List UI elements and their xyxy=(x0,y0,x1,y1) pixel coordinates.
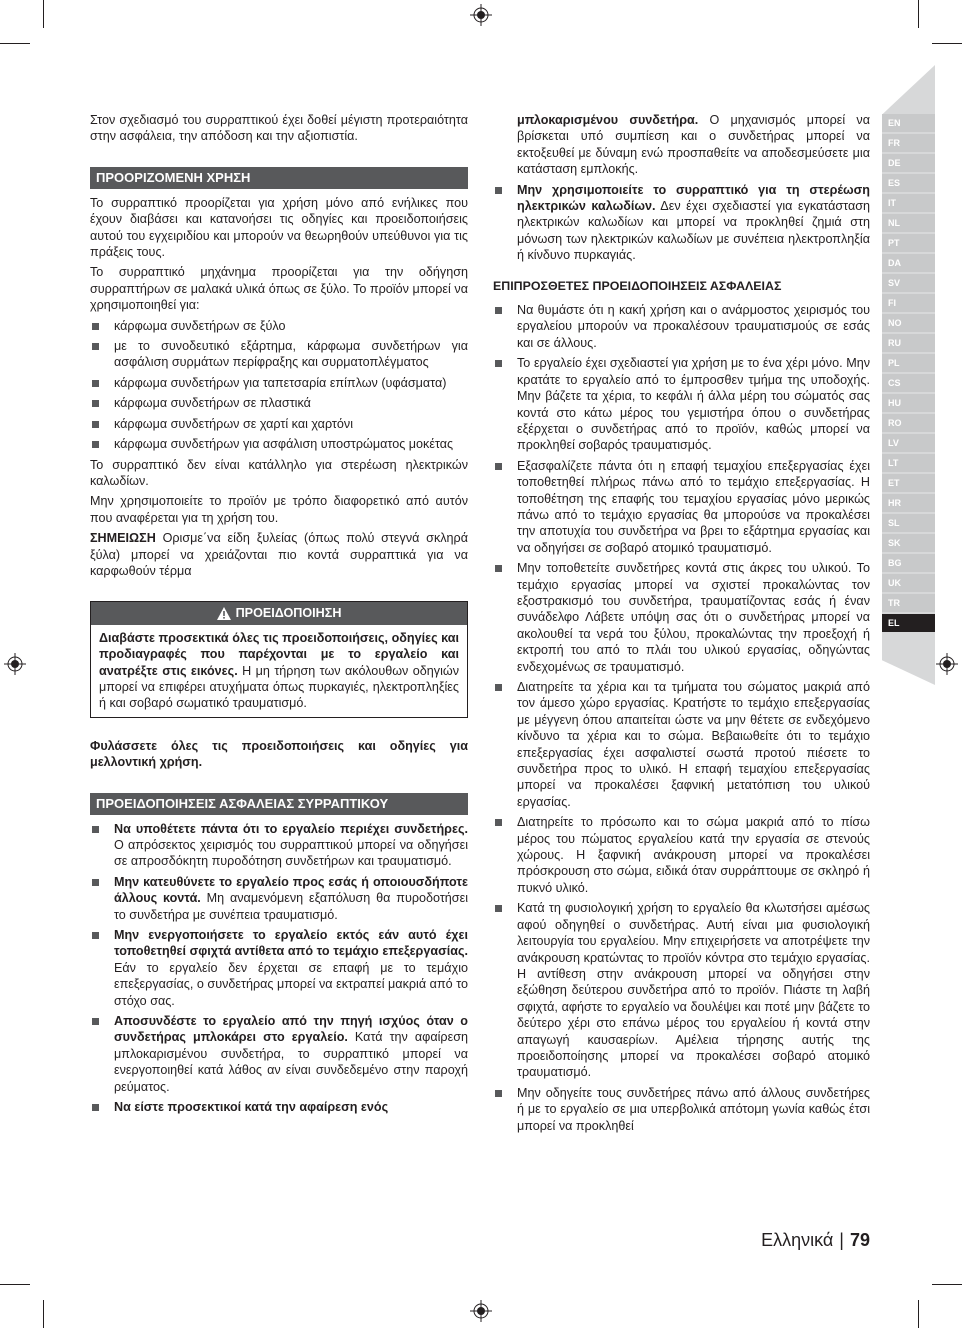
language-tab-tr: TR xyxy=(882,594,935,612)
item-text: Κατά την αφαίρεση μπλοκαρισμένου συνδετήρα, το συρραπτικό μπορεί να ενεργοποιηθεί κατά λάθος αν είναι συνδεδεμένο στην παροχή ρεύματος. xyxy=(114,1030,468,1094)
language-tab-lt: LT xyxy=(882,454,935,472)
language-tab-ru: RU xyxy=(882,334,935,352)
list-item: Διατηρείτε τα χέρια και τα τμήματα του σώματος μακριά από τον άμεσο χώρο εργασίας. Κρατήστε το τεμάχιο επεξεργασίας με μέγγενη όπου απαιτείται ώστε να μην θέτετε σε ενδεχόμενο κίνδυνο τα χέρια και το σώμα. Βεβαιωθείτε ότι το τεμάχιο επεξεργασίας έχει ασφαλιστεί σωστά προτού πιέσετε το συνδετήρα προς το υλικό. Η επαφή τεμαχίου επεξεργασίας μπορεί να προκαλέσει ξαφνική μετατόπιση του υλικού εργασίας. xyxy=(493,679,870,810)
language-tab-de: DE xyxy=(882,154,935,172)
intended-use-p3: Το συρραπτικό δεν είναι κατάλληλο για στερέωση ηλεκτρικών καλωδίων. xyxy=(90,457,468,488)
language-tab-sv: SV xyxy=(882,274,935,292)
list-item: Εξασφαλίζετε πάντα ότι η επαφή τεμαχίου επεξεργασίας έχει τοποθετηθεί πλήρως πάνω από το τεμάχιο επεξεργασίας. Η τοποθέτηση της επαφής του τεμαχίου εργασίας μόνο μερικώς πάνω από το τεμάχιο εργασίας θα μπορούσε να προκαλέσει την αποτυχία του συνδετήρα να βρει το εξάρτημα εργασίας και να οδηγήσει σε σοβαρό ατομικό τραυματισμό. xyxy=(493,458,870,556)
note-text: Ορισμε΄να είδη ξυλείας (όπως πολύ στεγνά σκληρά ξύλα) μπορεί να χρειάζονται πιο κοντά συρραπτικά για να καρφωθούν τέρμα xyxy=(90,531,468,578)
language-tabs xyxy=(882,114,935,634)
list-item: κάρφωμα συνδετήρων σε ξύλο xyxy=(90,318,468,334)
additional-safety-heading: ΕΠΙΠΡΟΣΘΕΤΕΣ ΠΡΟΕΙΔΟΠΟΙΗΣΕΙΣ ΑΣΦΑΛΕΙΑΣ xyxy=(493,278,782,293)
footer-separator: | xyxy=(839,1230,844,1250)
language-tab-bg: BG xyxy=(882,554,935,572)
language-tab-hr: HR xyxy=(882,494,935,512)
intended-use-p2: Το συρραπτικό μηχάνημα προορίζεται για την οδήγηση συρραπτήρων σε μαλακά υλικά όπως σε ξύλο. Το προϊόν μπορεί να χρησιμοποιηθεί για: xyxy=(90,265,468,313)
list-item xyxy=(90,874,468,923)
list-item: κάρφωμα συνδετήρων για ασφάλιση υποστρώματος μοκέτας xyxy=(90,436,468,452)
item-bold: Να είστε προσεκτικοί κατά την αφαίρεση ενός xyxy=(114,1100,389,1115)
page-footer xyxy=(761,1230,870,1251)
footer-language: Ελληνικά xyxy=(761,1230,834,1250)
list-item: Να θυμάστε ότι η κακή χρήση και ο ανάρμοστος χειρισμός του εργαλείου μπορούν να προκαλέσουν τραυματισμούς σε εσάς και σε άλλους. xyxy=(493,302,870,351)
registration-mark-right xyxy=(936,653,958,675)
registration-mark-bottom xyxy=(470,1300,492,1322)
list-item: κάρφωμα συνδετήρων για ταπετσαρία επίπλων (υφάσματα) xyxy=(90,375,468,391)
language-tab-el: EL xyxy=(882,614,935,632)
language-tab-no: NO xyxy=(882,314,935,332)
warning-triangle-icon xyxy=(217,607,231,620)
note-label: ΣΗΜΕΙΩΣΗ xyxy=(90,531,156,546)
warning-box-body xyxy=(91,625,467,717)
language-tab-pt: PT xyxy=(882,234,935,252)
list-item: κάρφωμα συνδετήρων σε χαρτί και χαρτόνι xyxy=(90,416,468,432)
language-tab-sl: SL xyxy=(882,514,935,532)
item-bold: Μην ενεργοποιήσετε το εργαλείο εκτός εάν αυτό έχει τοποθετηθεί σφιχτά αντίθετα από το τεμάχιο επεξεργασίας. xyxy=(114,928,468,959)
language-tab-pl: PL xyxy=(882,354,935,372)
language-tab-sk: SK xyxy=(882,534,935,552)
crop-mark xyxy=(0,43,30,44)
language-tab-hu: HU xyxy=(882,394,935,412)
continued-item xyxy=(493,112,870,178)
item-text: Εάν το εργαλείο δεν έρχεται σε επαφή με το τεμάχιο επεξεργασίας, ο συνδετήρας μπορεί να εκτραπεί μακριά από το στόχο σας. xyxy=(114,960,468,1008)
stapler-safety-list xyxy=(90,821,468,1116)
registration-mark-top xyxy=(470,4,492,26)
continued-bold: μπλοκαρισμένου συνδετήρα. xyxy=(517,113,699,127)
crop-mark xyxy=(43,0,44,28)
language-tab-da: DA xyxy=(882,254,935,272)
stapler-safety-list-cont xyxy=(493,182,870,264)
list-item: με το συνοδευτικό εξάρτημα, κάρφωμα συνδετήρων για ασφάλιση συρμάτων περίφραξης και συρματοπλέγματος xyxy=(90,338,468,371)
item-text: Μη αναμενόμενη εξαπόλυση θα πυροδοτήσει το συνδετήρα με συνέπεια τραυματισμό. xyxy=(114,891,468,922)
list-item xyxy=(90,927,468,1009)
crop-mark xyxy=(43,1300,44,1328)
list-item: Διατηρείτε το πρόσωπο και το σώμα μακριά από το πίσω μέρος του πώματος εργαλείου κατά την εργασία σε στενούς χώρους. Η ξαφνική ανάκρουση μπορεί να προκαλέσει πρόσκρουση στο σώμα, ειδικά όταν συρράπτουμε σε σκληρό ή πυκνό υλικό. xyxy=(493,814,870,896)
language-tab-lv: LV xyxy=(882,434,935,452)
list-item: Μην οδηγείτε τους συνδετήρες πάνω από άλλους συνδετήρες ή με το εργαλείο σε μια υπερβολικά απότομη γωνία καθώς έτσι μπορεί να προκληθεί xyxy=(493,1085,870,1134)
language-tab-et: ET xyxy=(882,474,935,492)
intended-use-list xyxy=(90,318,468,453)
list-item: Μην τοποθετείτε συνδετήρες κοντά στις άκρες του υλικού. Το τεμάχιο εργασίας μπορεί να σχιστεί προκαλώντας τον εξοστρακισμό του συνδετήρα, τραυματίζοντας εσάς ή έναν συνάδελφο Λάβετε υπόψη σας ότι ο συνδετήρας μπορεί να ακολουθεί τα νερά του ξύλου, προκαλώντας την προεξοχή ή εκτροπή του από το πλάι του υλικού εργασίας, οδηγώντας ενδεχομένως σε τραυματισμό. xyxy=(493,560,870,675)
list-item xyxy=(90,1013,468,1095)
warning-box-header xyxy=(91,602,467,624)
crop-mark xyxy=(0,1284,30,1285)
additional-safety-list xyxy=(493,302,870,1134)
language-tab-fr: FR xyxy=(882,134,935,152)
language-tab-fi: FI xyxy=(882,294,935,312)
warning-box-text: Η μη τήρηση των ακόλουθων οδηγιών μπορεί να επιφέρει ατυχήματα όπως πυρκαγιές, ηλεκτροπληξίες ή και σοβαρό σωματικό τραυματισμό. xyxy=(99,663,459,711)
page-number: 79 xyxy=(849,1230,870,1250)
list-item: κάρφωμα συνδετήρων σε πλαστικά xyxy=(90,395,468,411)
intended-use-heading: ΠΡΟΟΡΙΖΟΜΕΝΗ ΧΡΗΣΗ xyxy=(90,167,468,189)
language-tab-en: EN xyxy=(882,114,935,132)
language-tab-nl: NL xyxy=(882,214,935,232)
list-item: Το εργαλείο έχει σχεδιαστεί για χρήση με το ένα χέρι μόνο. Μην κρατάτε το εργαλείο από το έμπροσθεν τμήμα της υποδοχής. Μην βάζετε τα χέρια, το κεφάλι ή άλλα μέρη του σώματός σας κοντά στο κάτω μέρος του γεμιστήρα όπου ο συνδετήρας εξέρχεται ο συνδετήρας από το προϊόν, καθώς μπορεί να προκληθεί σοβαρός τραυματισμός. xyxy=(493,355,870,453)
language-tab-ro: RO xyxy=(882,414,935,432)
crop-mark xyxy=(932,43,962,44)
note-paragraph xyxy=(90,530,468,579)
item-bold: Μην κατευθύνετε το εργαλείο προς εσάς ή οποιουσδήποτε άλλους κοντά. xyxy=(114,874,468,906)
list-item xyxy=(493,182,870,264)
crop-mark xyxy=(932,1284,962,1285)
crop-mark xyxy=(918,1300,919,1328)
language-tab-it: IT xyxy=(882,194,935,212)
warning-box-title: ΠΡΟΕΙΔΟΠΟΙΗΣΗ xyxy=(235,606,342,621)
intended-use-p4: Μην χρησιμοποιείτε το προϊόν με τρόπο διαφορετικό από αυτόν που αναφέρεται για τη χρήση του. xyxy=(90,494,468,525)
continued-text: Ο μηχανισμός μπορεί να βρίσκεται υπό συμπίεση και ο συνδετήρας μπορεί να εκτοξευθεί με δύναμη ενώ προσπαθείτε να αποδεσμεύσετε μια κατάσταση εμπλοκής. xyxy=(517,113,870,177)
language-tab-cs: CS xyxy=(882,374,935,392)
item-text: Ο απρόσεκτος χειρισμός του συρραπτικού μπορεί να οδηγήσει σε απροσδόκητη πυροδότηση συνδετήρων και τραυματισμό. xyxy=(114,838,468,869)
stapler-safety-heading: ΠΡΟΕΙΔΟΠΟΙΗΣΕΙΣ ΑΣΦΑΛΕΙΑΣ ΣΥΡΡΑΠΤΙΚΟΥ xyxy=(90,793,468,815)
warning-box-bold: Διαβάστε προσεκτικά όλες τις προειδοποιήσεις, οδηγίες και προδιαγραφές που παρέχονται με το εργαλείο και ανατρέξτε στις εικόνες. xyxy=(99,630,459,678)
crop-mark xyxy=(918,0,919,28)
right-column xyxy=(493,112,870,1138)
item-bold: Μην χρησιμοποιείτε το συρραπτικό για τη στερέωση ηλεκτρικών καλωδίων. xyxy=(517,182,870,214)
left-column xyxy=(90,112,468,1120)
item-bold: Να υποθέτετε πάντα ότι το εργαλείο περιέχει συνδετήρες. xyxy=(114,821,468,836)
list-item xyxy=(90,821,468,870)
warning-box xyxy=(90,601,468,717)
intended-use-p1: Το συρραπτικό προορίζεται για χρήση μόνο από ενήλικες που έχουν διαβάσει και κατανοήσει τις οδηγίες και προειδοποιήσεις αυτού του εγχειριδίου και μπορούν να θεωρηθούν υπεύθυνοι για τις πράξεις τους. xyxy=(90,195,468,260)
item-bold: Αποσυνδέστε το εργαλείο από την πηγή ισχύος όταν ο συνδετήρας μπλοκάρει στο εργαλείο. xyxy=(114,1014,468,1045)
keep-instructions-note: Φυλάσσετε όλες τις προειδοποιήσεις και οδηγίες για μελλοντική χρήση. xyxy=(90,738,468,770)
list-item: Κατά τη φυσιολογική χρήση το εργαλείο θα κλωτσήσει αμέσως αφού οδηγηθεί ο συνδετήρας. Αυτή είναι μια φυσιολογική λειτουργία του εργαλείου. Μην επιχειρήσετε να αποτρέψετε την ανάκρουση κρατώντας το προϊόν κόντρα στο τεμάχιο εργασίας. Η αντίθεση στην ανάκρουση μπορεί να οδηγήσει στην εξώθηση δεύτερου συνδετήρα από το προϊόν. Πιάστε τη λαβή σφιχτά, αφήστε το εργαλείο να δουλέψει και ποτέ μην βάζετε το δεύτερο χέρι στο επάνω μέρος του εργαλείου ή κοντά στην απαγωγή καυσαερίων. Αμέλεια τήρησης αυτής της προειδοποίησης μπορεί να προκαλέσει σοβαρό ατομικό τραυματισμό. xyxy=(493,900,870,1080)
language-tab-uk: UK xyxy=(882,574,935,592)
item-text: Δεν έχει σχεδιαστεί για εγκατάσταση ηλεκτρικών καλωδίων και μπορεί να προκληθεί ζημιά στη μόνωση των ηλεκτρικών καλωδίων με συνέπεια ηλεκτροπληξία ή κίνδυνο πυρκαγιάς. xyxy=(517,199,870,263)
list-item xyxy=(90,1099,468,1115)
intro-paragraph: Στον σχεδιασμό του συρραπτικού έχει δοθεί μέγιστη προτεραιότητα στην ασφάλεια, την απόδοση και την αξιοπιστία. xyxy=(90,113,468,144)
language-tab-es: ES xyxy=(882,174,935,192)
registration-mark-left xyxy=(4,653,26,675)
